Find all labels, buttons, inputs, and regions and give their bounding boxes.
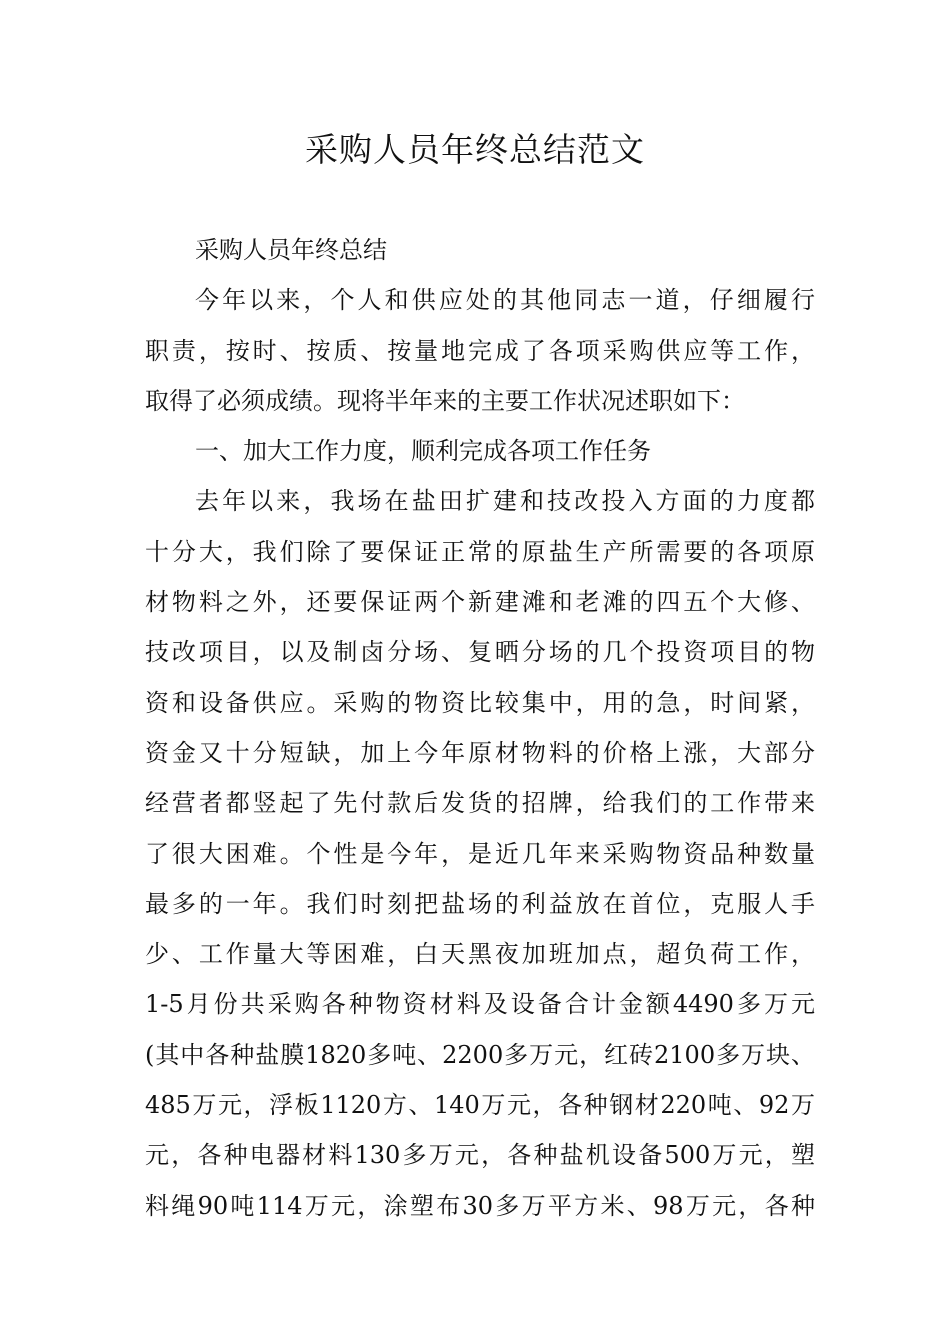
paragraph-line: 1-5月份共采购各种物资材料及设备合计金额4490多万元 — [145, 990, 815, 1019]
paragraph-line: 最多的一年。我们时刻把盐场的利益放在首位，克服人手 — [145, 889, 815, 918]
paragraph-line: 经营者都竖起了先付款后发货的招牌，给我们的工作带来 — [145, 789, 815, 818]
paragraph-line: 去年以来，我场在盐田扩建和技改投入方面的力度都 — [195, 487, 815, 516]
paragraph-line: 少、工作量大等困难，白天黑夜加班加点，超负荷工作， — [145, 940, 815, 969]
paragraph-line: 取得了必须成绩。现将半年来的主要工作状况述职如下： — [145, 386, 745, 415]
paragraph-line: 料绳90吨114万元，涂塑布30多万平方米、98万元，各种 — [145, 1191, 815, 1220]
paragraph-line: (其中各种盐膜1820多吨、2200多万元，红砖2100多万块、 — [145, 1040, 815, 1069]
page-title: 采购人员年终总结范文 — [305, 130, 645, 169]
paragraph-line: 材物料之外，还要保证两个新建滩和老滩的四五个大修、 — [145, 588, 815, 617]
paragraph-line: 今年以来，个人和供应处的其他同志一道，仔细履行 — [195, 286, 815, 315]
paragraph-line: 485万元，浮板1120方、140万元，各种钢材220吨、92万 — [145, 1091, 815, 1120]
subtitle-line: 采购人员年终总结 — [195, 236, 387, 264]
paragraph-line: 资和设备供应。采购的物资比较集中，用的急，时间紧， — [145, 688, 815, 717]
paragraph-line: 了很大困难。个性是今年，是近几年来采购物资品种数量 — [145, 839, 815, 868]
paragraph-line: 职责，按时、按质、按量地完成了各项采购供应等工作， — [145, 336, 815, 365]
paragraph-line: 十分大，我们除了要保证正常的原盐生产所需要的各项原 — [145, 537, 815, 566]
document-body — [145, 225, 815, 1231]
section-heading-line: 一、加大工作力度，顺利完成各项工作任务 — [195, 437, 651, 466]
paragraph-line: 技改项目，以及制卤分场、复晒分场的几个投资项目的物 — [145, 638, 815, 667]
paragraph-line: 元，各种电器材料130多万元，各种盐机设备500万元，塑 — [145, 1141, 815, 1170]
paragraph-line: 资金又十分短缺，加上今年原材物料的价格上涨，大部分 — [145, 738, 815, 767]
